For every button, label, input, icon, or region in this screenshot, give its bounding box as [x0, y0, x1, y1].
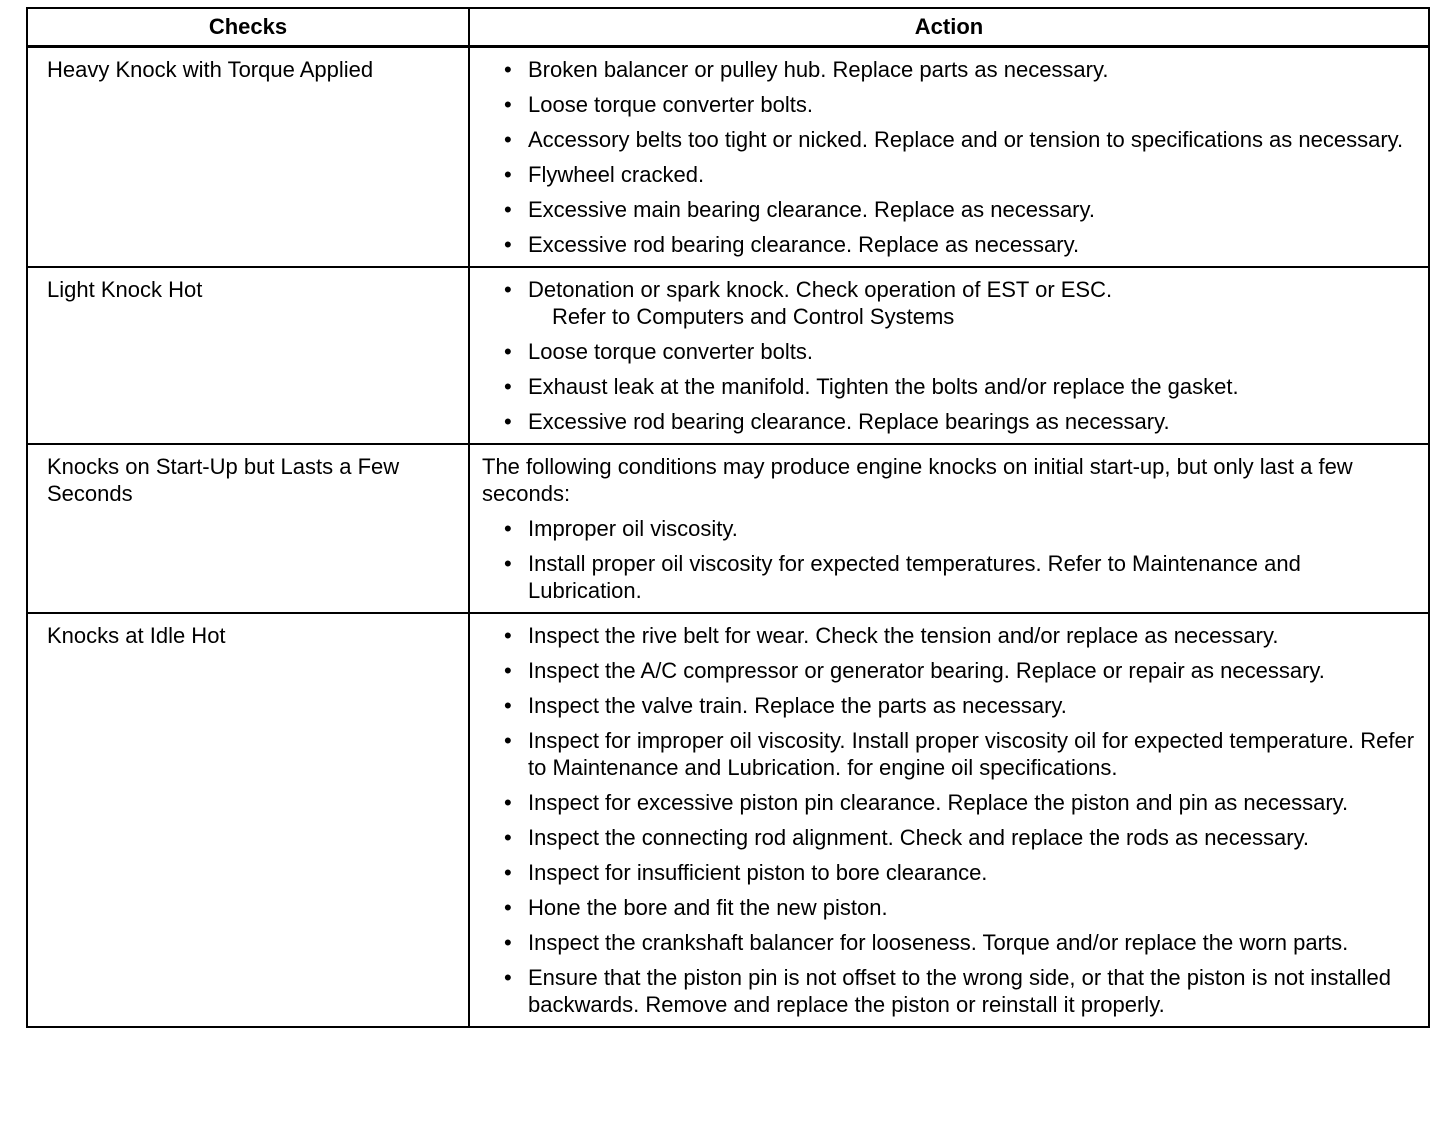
diagnostic-table: [26, 7, 1430, 1028]
action-item: • Inspect for improper oil viscosity. Install proper viscosity oil for expected temperature. Refer to Maintenance and Lubrication. for engine oil specifications.: [482, 727, 1418, 781]
check-cell: Knocks on Start-Up but Lasts a Few Seconds: [27, 444, 469, 613]
action-intro: The following conditions may produce engine knocks on initial start-up, but only last a few seconds:: [482, 454, 1353, 506]
table-row: [27, 267, 1429, 444]
action-item: • Excessive rod bearing clearance. Replace bearings as necessary.: [482, 408, 1418, 435]
action-item: • Broken balancer or pulley hub. Replace parts as necessary.: [482, 56, 1418, 83]
action-item: • Inspect the connecting rod alignment. Check and replace the rods as necessary.: [482, 824, 1418, 851]
action-item: • Inspect the A/C compressor or generator bearing. Replace or repair as necessary.: [482, 657, 1418, 684]
action-item: • Excessive main bearing clearance. Replace as necessary.: [482, 196, 1418, 223]
action-item: • Inspect the rive belt for wear. Check the tension and/or replace as necessary.: [482, 622, 1418, 649]
action-item: • Loose torque converter bolts.: [482, 338, 1418, 365]
column-header-action: Action: [469, 8, 1429, 47]
action-list: [482, 56, 1418, 258]
action-cell: [469, 613, 1429, 1027]
action-item-text: Detonation or spark knock. Check operation of EST or ESC.: [528, 277, 1113, 302]
check-cell: Knocks at Idle Hot: [27, 613, 469, 1027]
check-cell: Heavy Knock with Torque Applied: [27, 47, 469, 268]
action-cell: [469, 47, 1429, 268]
action-item: • Ensure that the piston pin is not offset to the wrong side, or that the piston is not installed backwards. Remove and replace the piston or reinstall it properly.: [482, 964, 1418, 1018]
action-item: • Loose torque converter bolts.: [482, 91, 1418, 118]
action-cell: [469, 444, 1429, 613]
action-item: [482, 276, 1418, 330]
action-item: • Inspect for insufficient piston to bore clearance.: [482, 859, 1418, 886]
action-sub-reference: Refer to Computers and Control Systems: [552, 304, 955, 329]
action-cell: [469, 267, 1429, 444]
action-item: • Improper oil viscosity.: [482, 515, 1418, 542]
action-item: • Inspect for excessive piston pin clearance. Replace the piston and pin as necessary.: [482, 789, 1418, 816]
action-list: [482, 515, 1418, 604]
action-item: • Inspect the crankshaft balancer for looseness. Torque and/or replace the worn parts.: [482, 929, 1418, 956]
action-item: • Install proper oil viscosity for expected temperatures. Refer to Maintenance and Lubrication.: [482, 550, 1418, 604]
action-item: • Exhaust leak at the manifold. Tighten the bolts and/or replace the gasket.: [482, 373, 1418, 400]
column-header-checks: Checks: [27, 8, 469, 47]
action-item: • Accessory belts too tight or nicked. Replace and or tension to specifications as necessary.: [482, 126, 1418, 153]
table-row: [27, 613, 1429, 1027]
table-row: [27, 47, 1429, 268]
action-item: • Flywheel cracked.: [482, 161, 1418, 188]
action-list: [482, 276, 1418, 435]
table-row: [27, 444, 1429, 613]
header-row: [27, 8, 1429, 47]
action-item: • Excessive rod bearing clearance. Replace as necessary.: [482, 231, 1418, 258]
action-item: • Hone the bore and fit the new piston.: [482, 894, 1418, 921]
action-list: [482, 622, 1418, 1018]
action-item: • Inspect the valve train. Replace the parts as necessary.: [482, 692, 1418, 719]
check-cell: Light Knock Hot: [27, 267, 469, 444]
